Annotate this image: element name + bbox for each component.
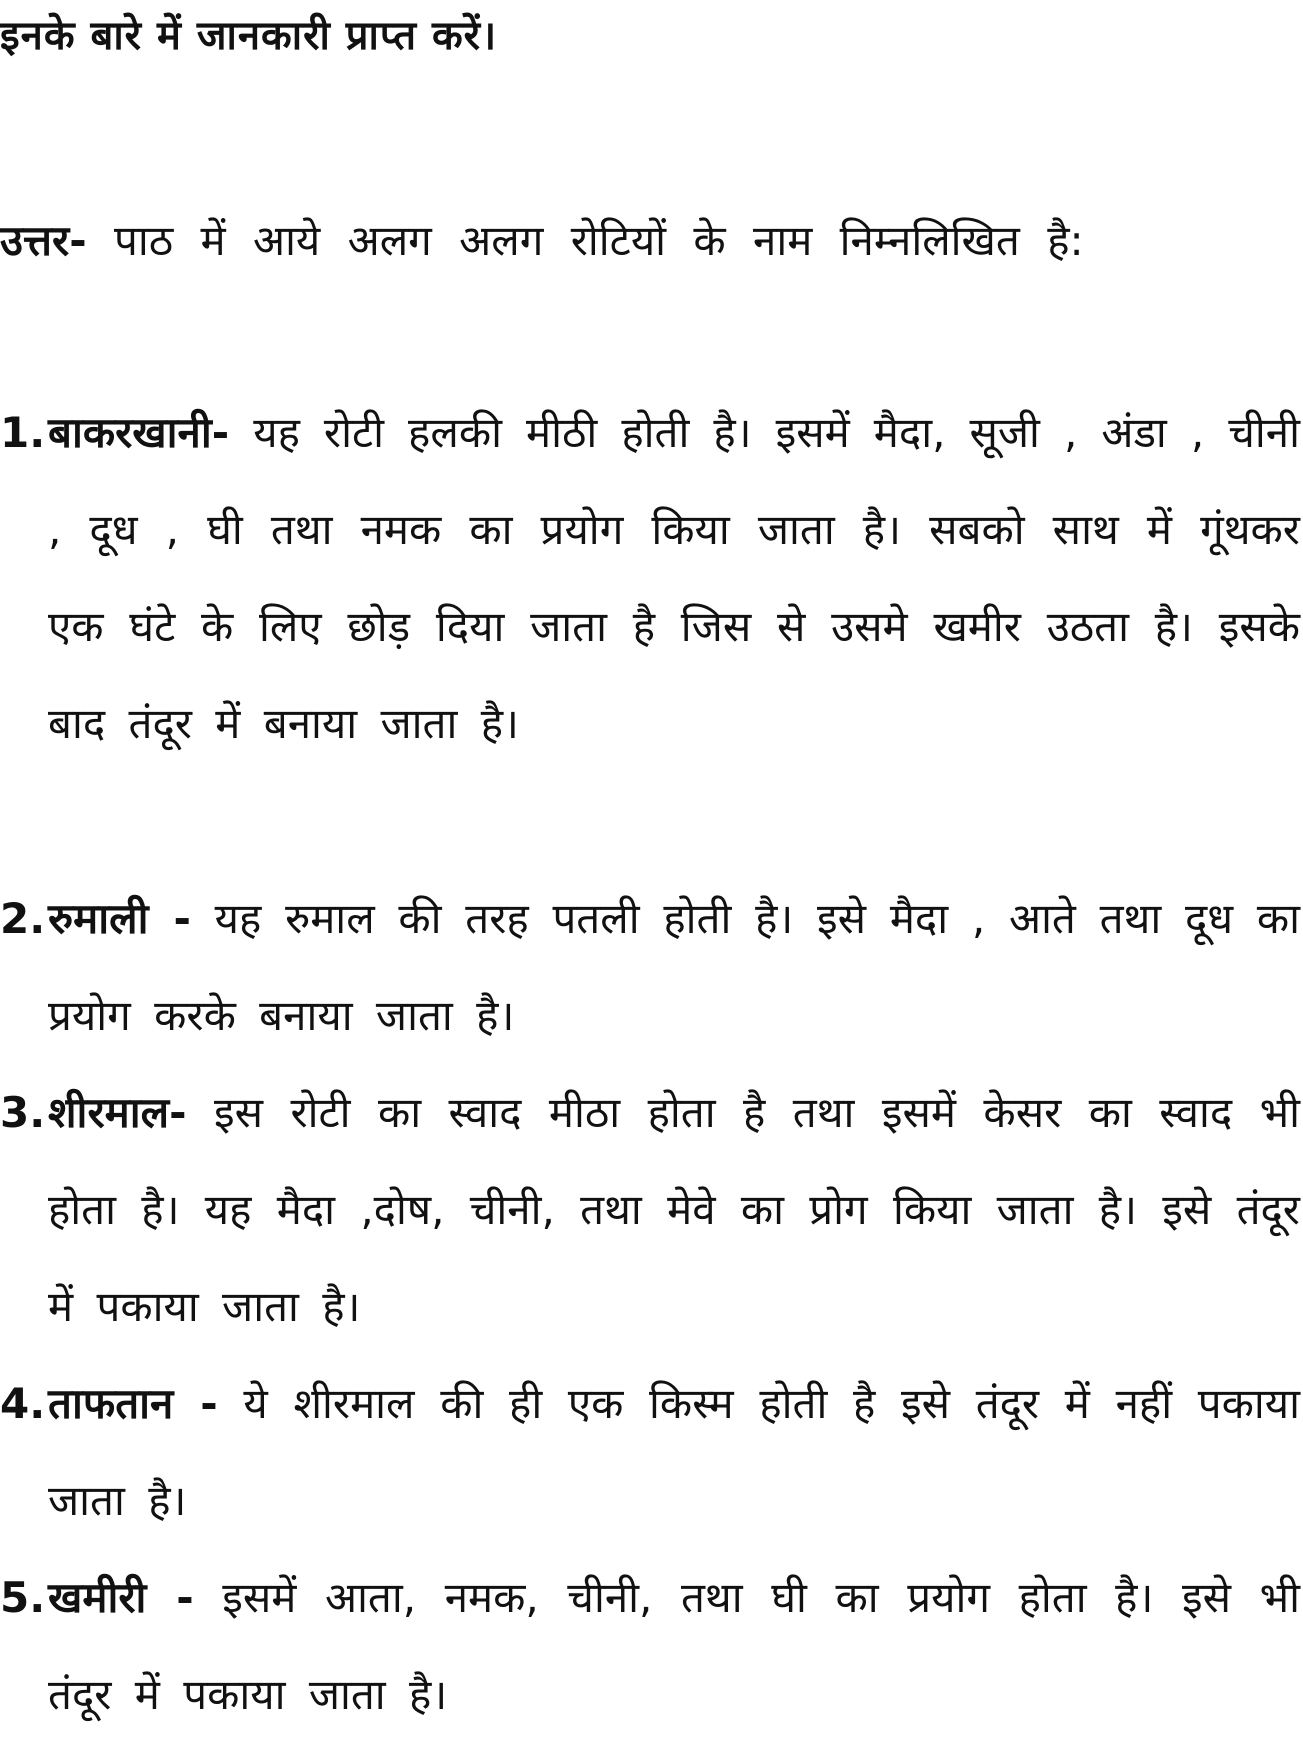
item-text: यह रोटी हलकी मीठी होती है। इसमें मैदा, सूजी , अंडा , चीनी , दूध , घी तथा नमक का प्रयोग किया जाता है। सबको साथ में गूंथकर एक घंटे के लिए छोड़ दिया जाता है जिस से उसमे खमीर उठता है। इसके बाद तंदूर में बनाया जाता है।: [48, 408, 1300, 748]
item-text: इसमें आता, नमक, चीनी, तथा घी का प्रयोग होता है। इसे भी तंदूर में पकाया जाता है।: [48, 1573, 1300, 1719]
item-text: यह रुमाल की तरह पतली होती है। इसे मैदा , आते तथा दूध का प्रयोग करके बनाया जाता है।: [48, 894, 1300, 1040]
list-item: [0, 1355, 1300, 1549]
answer-label: उत्तर-: [0, 216, 87, 265]
item-term: शीरमाल-: [48, 1088, 187, 1137]
question-heading: इनके बारे में जानकारी प्राप्त करें।: [0, 13, 498, 59]
item-term: बाकरखानी-: [48, 408, 230, 457]
item-term: रुमाली -: [48, 894, 191, 943]
list-item: [0, 1064, 1300, 1355]
item-number: 1.: [0, 408, 46, 457]
item-term: खमीरी -: [48, 1573, 194, 1622]
item-number: 2.: [0, 894, 46, 943]
list-item: [0, 1549, 1300, 1743]
item-text: ये शीरमाल की ही एक किस्म होती है इसे तंदूर में नहीं पकाया जाता है।: [48, 1379, 1300, 1525]
item-number: 4.: [0, 1379, 46, 1428]
answer-intro: [0, 192, 1268, 289]
list-item: [0, 384, 1300, 870]
item-number: 5.: [0, 1573, 46, 1622]
item-term: ताफतान -: [48, 1379, 218, 1428]
list-item: [0, 870, 1300, 1064]
roti-list: [0, 384, 1300, 1743]
item-number: 3.: [0, 1088, 46, 1137]
item-text: इस रोटी का स्वाद मीठा होता है तथा इसमें केसर का स्वाद भी होता है। यह मैदा ,दोष, चीनी, तथा मेवे का प्रोग किया जाता है। इसे तंदूर में पकाया जाता है।: [48, 1088, 1300, 1331]
answer-text: पाठ में आये अलग अलग रोटियों के नाम निम्नलिखित है:: [114, 216, 1084, 265]
